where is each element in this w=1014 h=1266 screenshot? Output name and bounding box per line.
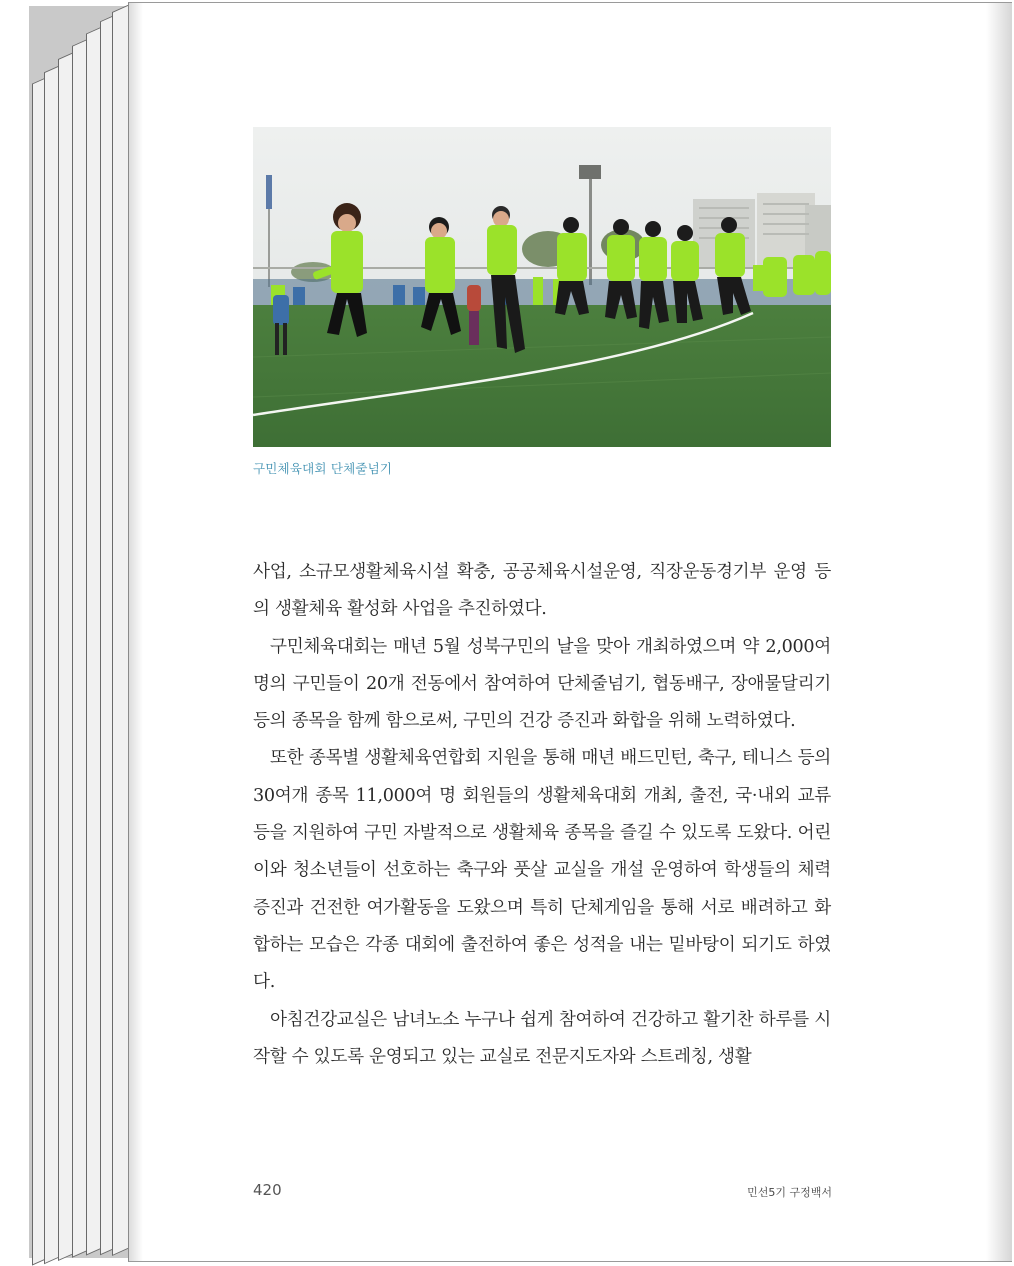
running-footer-title: 민선5기 구정백서 (747, 1186, 832, 1199)
page-stack-edges (0, 0, 140, 1264)
book-page (128, 2, 1012, 1262)
jump-rope-photo (253, 127, 831, 447)
paragraph: 사업, 소규모생활체육시설 확충, 공공체육시설운영, 직장운동경기부 운영 등의 생활체육 활성화 사업을 추진하였다. (253, 562, 831, 620)
photo-caption: 구민체육대회 단체줄넘기 (253, 461, 393, 476)
page-number: 420 (253, 1181, 282, 1199)
paragraph: 또한 종목별 생활체육연합회 지원을 통해 매년 배드민턴, 축구, 테니스 등의 30여개 종목 11,000여 명 회원들의 생활체육대회 개최, 출전, 국·내외 교류 등을 지원하여 구민 자발적으로 생활체육 종목을 즐길 수 있도록 도왔다. 어린이와 청소년들이 선호하는 축구와 풋살 교실을 개설 운영하여 학생들의 체력증진과 건전한 여가활동을 도왔으며 특히 단체게임을 통해 서로 배려하고 화합하는 모습은 각종 대회에 출전하여 좋은 성적을 내는 밑바탕이 되기도 하였다. (253, 748, 831, 993)
paragraph: 구민체육대회는 매년 5월 성북구민의 날을 맞아 개최하였으며 약 2,000여 명의 구민들이 20개 전동에서 참여하여 단체줄넘기, 협동배구, 장애물달리기 등의 종목을 함께 함으로써, 구민의 건강 증진과 화합을 위해 노력하였다. (253, 636, 831, 732)
body-text (253, 554, 831, 1076)
paragraph: 아침건강교실은 남녀노소 누구나 쉽게 참여하여 건강하고 활기찬 하루를 시작할 수 있도록 운영되고 있는 교실로 전문지도자와 스트레칭, 생활 (253, 1009, 831, 1067)
